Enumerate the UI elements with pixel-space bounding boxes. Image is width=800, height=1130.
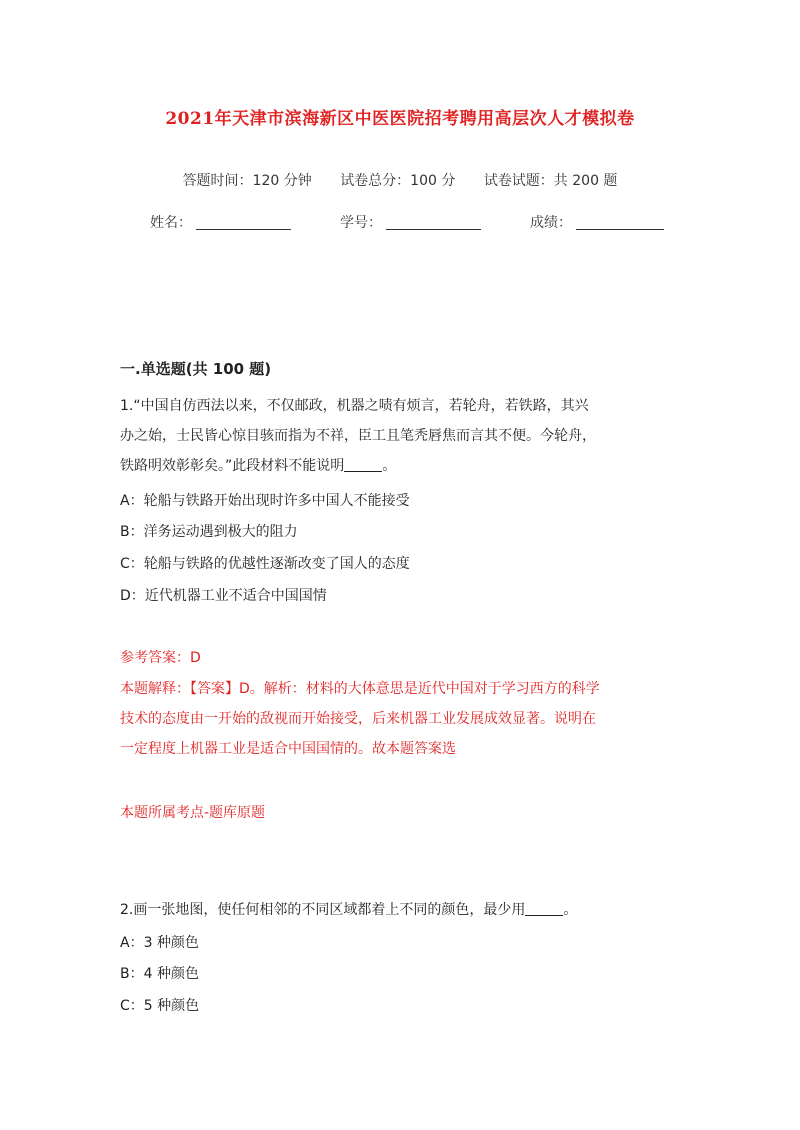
option-c[interactable]: C：轮船与铁路的优越性逐渐改变了国人的态度 [120,556,410,572]
option-c[interactable]: C：5 种颜色 [120,998,200,1014]
option-d[interactable]: D：近代机器工业不适合中国国情 [120,588,327,604]
exam-time: 答题时间：120 分钟 [182,173,312,189]
option-b[interactable]: B：4 种颜色 [120,966,199,982]
question-line [120,895,680,925]
name-field[interactable] [150,212,291,232]
question-source: 本题所属考点-题库原题 [120,805,266,821]
explanation-line: 一定程度上机器工业是适合中国国情的。故本题答案选 [120,741,456,757]
question-line: 1.“中国自仿西法以来，不仅邮政，机器之啧有烦言，若轮舟，若铁路，其兴 [120,398,589,414]
option-a[interactable]: A：3 种颜色 [120,935,199,951]
question-1-stem [120,391,680,481]
score-field[interactable] [530,212,664,232]
explanation-line: 本题解释：【答案】D。解析：材料的大体意思是近代中国对于学习西方的科学 [120,681,600,697]
explanation-line: 技术的态度由一开始的敌视而开始接受，后来机器工业发展成效显著。说明在 [120,711,596,727]
question-line-text: 2.画一张地图，使任何相邻的不同区域都着上不同的颜色，最少用 [120,902,526,918]
section-title: 一.单选题(共 100 题) [120,360,272,378]
number-label: 学号： [340,215,382,231]
answer-key: 参考答案：D [120,650,201,666]
option-b[interactable]: B：洋务运动遇到极大的阻力 [120,524,298,540]
exam-question-count: 试卷试题：共 200 题 [483,173,618,189]
number-blank[interactable] [386,214,481,230]
question-line-end: 。 [563,902,578,918]
page-title: 2021年天津市滨海新区中医医院招考聘用高层次人才模拟卷 [165,109,635,129]
question-line-end: 。 [382,458,397,474]
option-a[interactable]: A：轮船与铁路开始出现时许多中国人不能接受 [120,493,410,509]
answer-blank [344,457,382,472]
question-line [120,451,680,481]
question-2-stem [120,895,680,925]
name-label: 姓名： [150,215,192,231]
number-field[interactable] [340,212,481,232]
explanation [120,674,680,764]
exam-total-score: 试卷总分：100 分 [340,173,456,189]
question-line-text: 铁路明效彰彰矣。”此段材料不能说明 [120,458,345,474]
answer-blank [525,901,563,916]
name-blank[interactable] [196,214,291,230]
exam-meta [0,170,800,190]
score-blank[interactable] [576,214,664,230]
question-line: 办之始，士民皆心惊目骇而指为不祥，臣工且笔秃唇焦而言其不便。今轮舟， [120,428,596,444]
score-label: 成绩： [530,215,572,231]
